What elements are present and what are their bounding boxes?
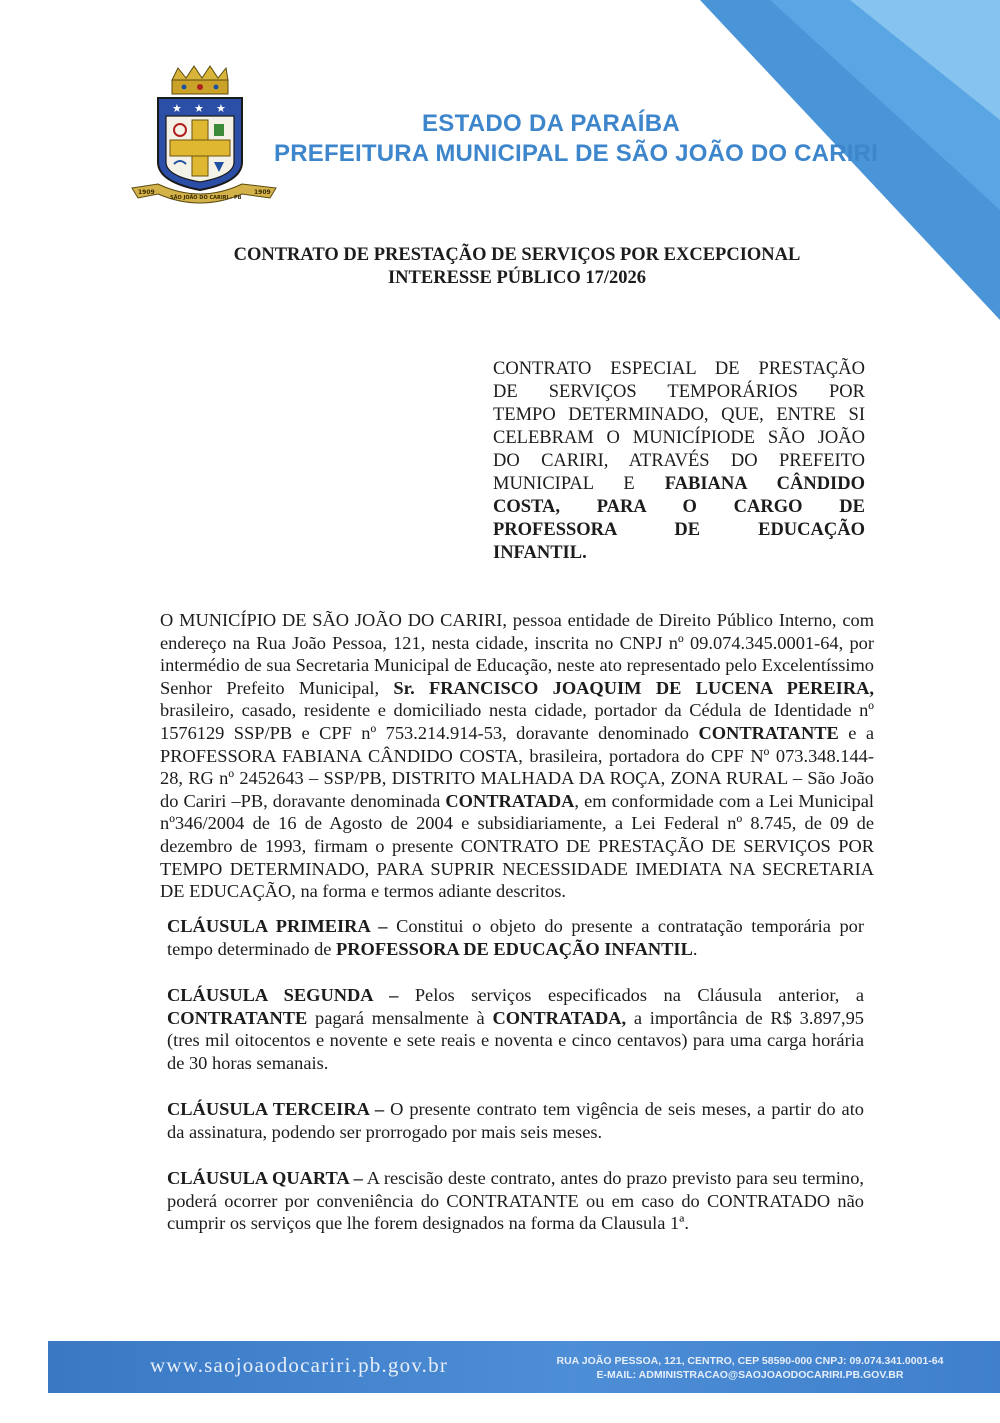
footer-website: www.saojoaodocariri.pb.gov.br [150, 1353, 449, 1377]
preamble-paragraph [160, 609, 874, 903]
contratante-label: CONTRATANTE [698, 722, 839, 743]
summary-line [493, 542, 865, 565]
clause-text: Constitui o objeto do presente a contratação temporária por tempo determinado de [167, 916, 864, 959]
summary-line [493, 473, 865, 496]
preamble-text: brasileiro, casado, residente e domiciliado nesta cidade, portador da Cédula de Identidade nº 1576129 SSP/PB e CPF nº 753.214.914-53, doravante denominado [160, 700, 874, 743]
svg-text:★: ★ [194, 102, 204, 115]
clause-text: A rescisão deste contrato, antes do prazo previsto para seu termino, poderá ocorrer por conveniência do CONTRATANTE ou em caso do CONTRATADO não cumprir os serviços que lhe forem designados na forma da Clausula 1ª. [167, 1168, 864, 1234]
mayor-name: Sr. FRANCISCO JOAQUIM DE LUCENA PEREIRA, [393, 677, 874, 698]
crest-ribbon-text: SÃO JOÃO DO CARIRI - PB [170, 195, 242, 201]
clause-text: . [692, 938, 698, 959]
contratada-label: CONTRATADA [445, 790, 575, 811]
footer-address: RUA JOÃO PESSOA, 121, CENTRO, CEP 58590-000 CNPJ: 09.074.341.0001-64 [556, 1355, 944, 1367]
summary-line [493, 519, 865, 542]
state-name: ESTADO DA PARAÍBA [422, 110, 680, 137]
title-line-1: CONTRATO DE PRESTAÇÃO DE SERVIÇOS POR EXCEPCIONAL [233, 245, 801, 265]
title-line-2: INTERESSE PÚBLICO 17/2026 [387, 268, 647, 288]
clause-text: a importância de R$ 3.897,95 (tres mil oitocentos e novente e sete reais e noventa e cinco centavos) para uma carga horária de 30 horas semanais. [167, 1007, 864, 1073]
preamble-text: e a PROFESSORA FABIANA CÂNDIDO COSTA, brasileira, portadora do CPF Nº 073.348.144-28, RG nº 2452643 – SSP/PB, DISTRITO MALHADA DA ROÇA, ZONA RURAL – São João do Cariri –PB, doravante denominada [160, 722, 874, 811]
preamble-text: , em conformidade com a Lei Municipal nº346/2004 de 16 de Agosto de 2004 e subsidiariamente, a Lei Federal nº 8.745, de 09 de dezembro de 1993, firmam o presente CONTRATO DE PRESTAÇÃO DE SERVIÇOS POR TEMPO DETERMINADO, PARA SUPRIR NECESSIDADE IMEDIATA NA SECRETARIA DE EDUCAÇÃO, na forma e termos adiante descritos. [160, 790, 874, 902]
summary-line: DE SERVIÇOS TEMPORÁRIOS POR [493, 382, 865, 402]
clause-text: pagará mensalmente à [307, 1007, 493, 1028]
clause-bold: PROFESSORA DE EDUCAÇÃO INFANTIL [336, 938, 693, 959]
summary-line: DO CARIRI, ATRAVÉS DO PREFEITO [493, 451, 865, 471]
clause-heading: CLÁUSULA TERCEIRA – [167, 1099, 385, 1119]
footer-email: E-MAIL: ADMINISTRACAO@SAOJOAODOCARIRI.PB.GOV.BR [596, 1369, 904, 1381]
summary-line: TEMPO DETERMINADO, QUE, ENTRE SI [493, 405, 865, 425]
clause-second [167, 984, 864, 1074]
contract-summary [493, 358, 865, 565]
crest-year-right: 1909 [254, 189, 271, 196]
clause-heading: CLÁUSULA QUARTA – [167, 1168, 363, 1188]
clause-heading: CLÁUSULA SEGUNDA – [167, 985, 399, 1005]
clause-first [167, 915, 864, 960]
summary-bold-line: PROFESSORA DE EDUCAÇÃO [493, 520, 865, 540]
crest-year-left: 1909 [138, 189, 155, 196]
clause-heading: CLÁUSULA PRIMEIRA – [167, 916, 388, 936]
clause-bold: CONTRATANTE [167, 1007, 308, 1028]
clause-fourth [167, 1167, 864, 1235]
svg-text:★: ★ [216, 102, 226, 115]
clause-third [167, 1098, 864, 1143]
summary-bold-line: COSTA, PARA O CARGO DE [493, 497, 865, 517]
svg-text:★: ★ [172, 102, 182, 115]
contractor-name: FABIANA CÂNDIDO [664, 474, 865, 494]
document-title [160, 244, 874, 290]
summary-line [493, 496, 865, 519]
summary-line: CELEBRAM O MUNICÍPIODE SÃO JOÃO [493, 428, 865, 448]
footer-contact [544, 1354, 956, 1382]
municipal-crest-icon [128, 64, 280, 214]
clause-text: O presente contrato tem vigência de seis meses, a partir do ato da assinatura, podendo ser prorrogado por mais seis meses. [167, 1099, 864, 1142]
clause-text: Pelos serviços especificados na Cláusula anterior, a [398, 985, 865, 1005]
summary-bold-line: INFANTIL. [493, 543, 587, 563]
prefecture-name: PREFEITURA MUNICIPAL DE SÃO JOÃO DO CARIRI [274, 140, 878, 167]
clause-bold: CONTRATADA, [492, 1007, 627, 1028]
summary-line: CONTRATO ESPECIAL DE PRESTAÇÃO [493, 359, 865, 379]
preamble-text: O MUNICÍPIO DE SÃO JOÃO DO CARIRI, pessoa entidade de Direito Público Interno, com endereço na Rua João Pessoa, 121, nesta cidade, inscrita no CNPJ nº 09.074.345.0001-64, por intermédio de sua Secretaria Municipal de Educação, neste ato representado pelo Excelentíssimo Senhor Prefeito Municipal, [160, 610, 874, 698]
summary-text: MUNICIPAL E [493, 474, 665, 494]
